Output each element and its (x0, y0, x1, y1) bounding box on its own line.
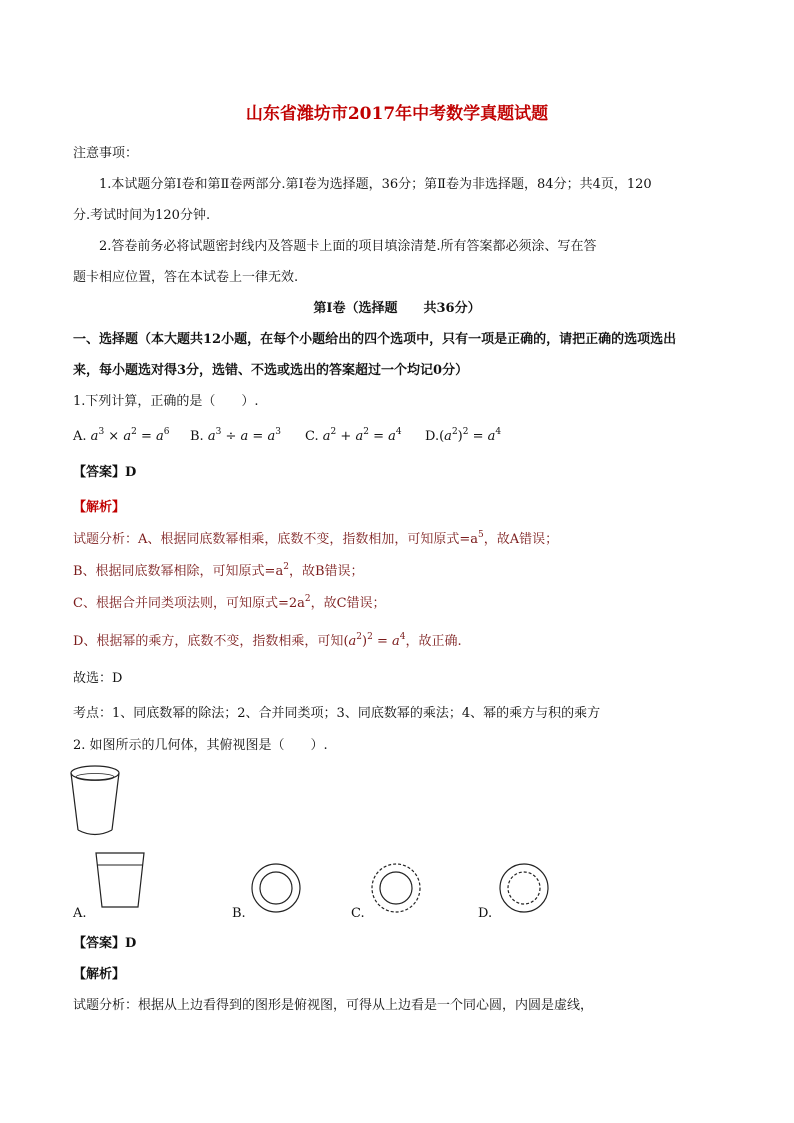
question-1-option-a: A. $a^3 \times a^2 = a^6$ (73, 427, 170, 444)
part1-instructions-line-1: 一、选择题（本大题共12小题，在每个小题给出的四个选项中，只有一项是正确的，请把正确的选项选出 (73, 332, 677, 347)
question-1-option-b: B. $a^3 \div a = a^3$ (190, 427, 281, 444)
question-1-knowledge-points: 考点：1、同底数幂的除法；2、合并同类项；3、同底数幂的乘法；4、幂的乘方与积的乘方 (73, 706, 601, 721)
question-2-analysis: 试题分析：根据从上边看得到的图形是俯视图，可得从上边看是一个同心圆，内圆是虚线， (73, 998, 594, 1013)
part1-instructions-line-2: 来，每小题选对得3分，选错、不选或选出的答案超过一个均记0分） (73, 363, 469, 378)
question-2-option-c-label: C. (351, 906, 365, 921)
question-2-answer: 【答案】D (73, 936, 137, 951)
question-1-analysis-a: 试题分析：A、根据同底数幂相乘，底数不变，指数相加，可知原式$=a^5$，故A错误； (73, 530, 559, 547)
question-1-choice: 故选：D (73, 671, 123, 686)
question-2-stem: 2. 如图所示的几何体，其俯视图是（ ）. (73, 738, 328, 753)
question-2-option-b-figure (250, 862, 302, 914)
question-2-analysis-heading: 【解析】 (73, 967, 126, 982)
question-2-option-b-label: B. (232, 906, 246, 921)
notice-item-1-line-2: 分.考试时间为120分钟. (73, 208, 211, 223)
section-title: 第Ⅰ卷（选择题 共36分） (313, 301, 481, 316)
question-2-option-a-label: A. (73, 906, 87, 921)
question-2-option-a-figure (94, 851, 146, 909)
page-title: 山东省潍坊市2017年中考数学真题试题 (245, 104, 549, 124)
notice-item-2-line-1: 2.答卷前务必将试题密封线内及答题卡上面的项目填涂清楚.所有答案都必须涂、写在答 (99, 239, 597, 254)
notice-heading: 注意事项： (73, 146, 139, 161)
question-2-option-d-figure (498, 862, 550, 914)
cup-solid-figure (68, 764, 124, 839)
question-1-analysis-c: C、根据合并同类项法则，可知原式$=2a^2$，故C错误； (73, 594, 386, 611)
question-2-option-d-label: D. (478, 906, 493, 921)
question-2-option-c-figure (370, 862, 422, 914)
notice-item-1-line-1: 1.本试题分第Ⅰ卷和第Ⅱ卷两部分.第Ⅰ卷为选择题，36分；第Ⅱ卷为非选择题，84分；共4页，120 (99, 177, 652, 192)
question-1-analysis-d: D、根据幂的乘方，底数不变，指数相乘，可知$(a^2)^2 = a^4$，故正确. (73, 632, 462, 649)
question-1-option-c: C. $a^2 + a^2 = a^4$ (305, 427, 402, 444)
question-1-analysis-heading: 【解析】 (73, 500, 126, 515)
question-1-option-d: $D.(a^2)^2 = a^4$ (425, 427, 502, 444)
question-1-analysis-b: B、根据同底数幂相除，可知原式$=a^2$，故B错误； (73, 562, 364, 579)
question-1-answer: 【答案】D (73, 465, 137, 480)
question-1-stem: 1.下列计算，正确的是（ ）. (73, 394, 259, 409)
notice-item-2-line-2: 题卡相应位置，答在本试卷上一律无效. (73, 270, 299, 285)
